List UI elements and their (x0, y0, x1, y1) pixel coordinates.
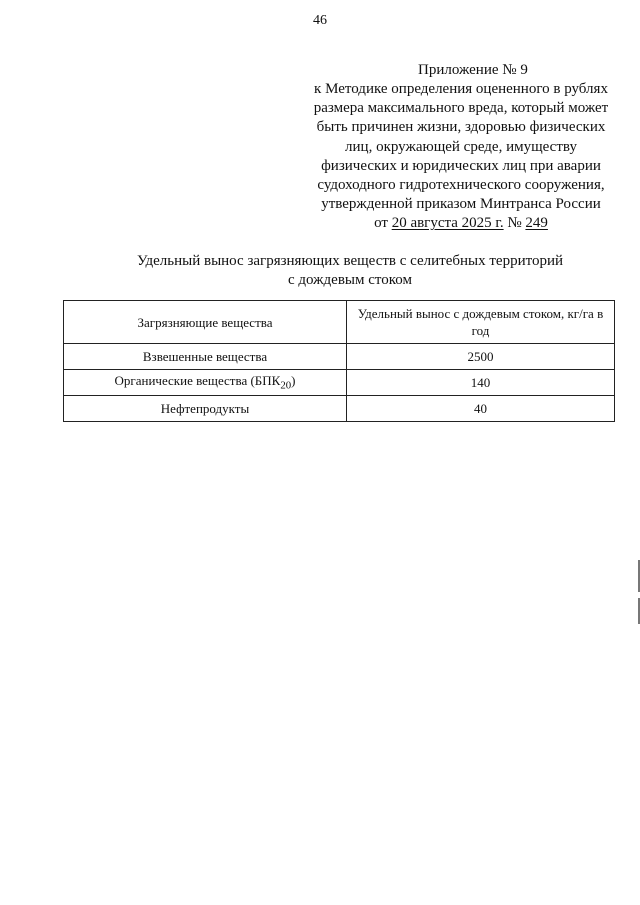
page-number: 46 (313, 13, 327, 28)
order-number-sign: № (507, 215, 522, 232)
cell-value: 140 (347, 370, 615, 396)
order-reference (296, 214, 626, 233)
table-row (64, 370, 615, 396)
document-title (40, 252, 640, 290)
order-number: 249 (525, 215, 548, 232)
cell-value: 2500 (347, 344, 615, 370)
table-header-row (64, 301, 615, 344)
substance-name: Органические вещества (БПК (114, 373, 281, 389)
substance-subscript: 20 (280, 379, 292, 392)
appendix-line: размера максимального вреда, который может (313, 100, 609, 117)
order-date: 20 августа 2025 г. (391, 215, 504, 232)
column-header-substance: Загрязняющие вещества (64, 301, 347, 344)
document-title-line: с дождевым стоком (288, 272, 412, 288)
appendix-line: судоходного гидротехнического сооружения, (317, 177, 605, 194)
table-row (64, 344, 615, 370)
appendix-line: быть причинен жизни, здоровью физических (316, 119, 606, 136)
table-row (64, 396, 615, 422)
appendix-line: утвержденной приказом Минтранса России (321, 196, 601, 213)
appendix-line: лиц, окружающей среде, имуществу (345, 138, 577, 155)
document-title-line: Удельный вынос загрязняющих веществ с селитебных территорий (136, 253, 564, 269)
column-header-emission: Удельный вынос с дождевым стоком, кг/га в год (347, 301, 615, 344)
cell-substance: Взвешенные вещества (64, 344, 347, 370)
cell-value: 40 (347, 396, 615, 422)
appendix-body (296, 80, 626, 234)
cell-substance (64, 370, 347, 396)
substance-suffix: ) (291, 373, 296, 389)
appendix-line: физических и юридических лиц при аварии (321, 157, 601, 174)
emission-table (63, 300, 615, 422)
order-prefix: от (374, 215, 388, 232)
appendix-line: к Методике определения оцененного в рублях (314, 81, 608, 97)
appendix-title: Приложение № 9 (418, 62, 528, 78)
cell-substance: Нефтепродукты (64, 396, 347, 422)
